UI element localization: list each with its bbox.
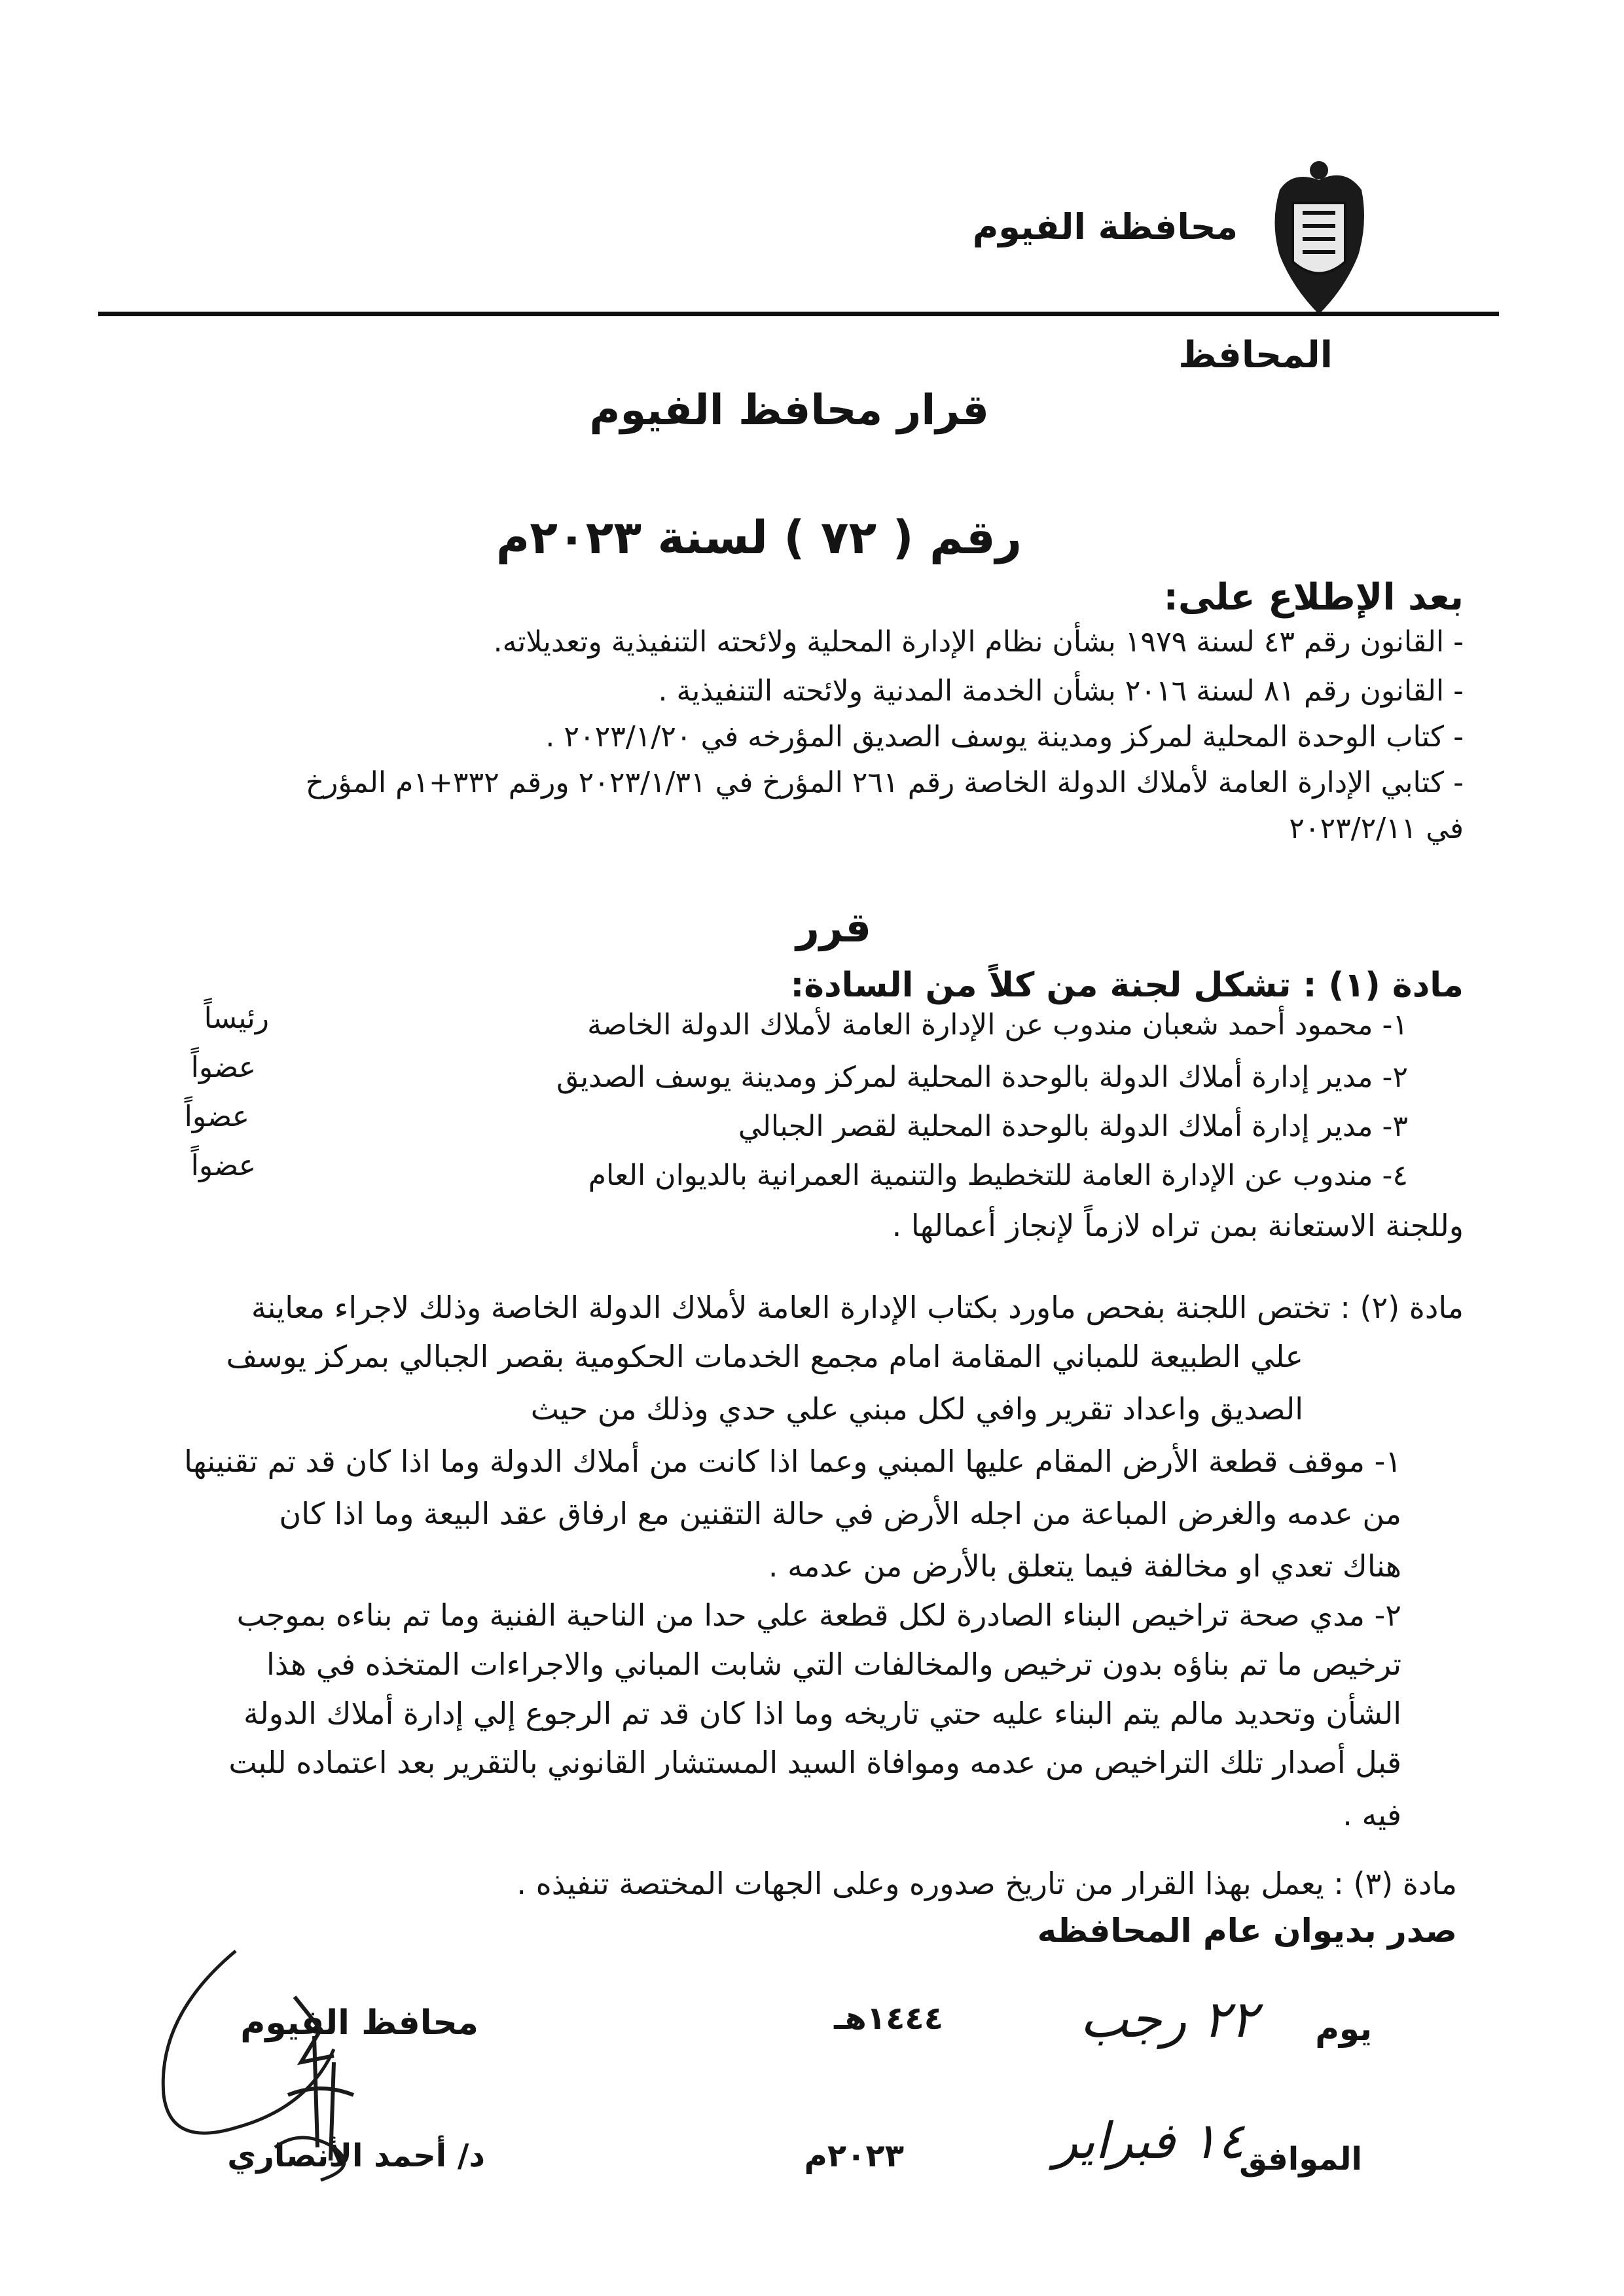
preamble-item-4: - كتابي الإدارة العامة لأملاك الدولة الخاصة رقم ٢٦١ المؤرخ في ٢٠٢٣/١/٣١ ورقم ٣٣٢+١م المؤرخ [305, 766, 1464, 799]
hijri-date-handwritten: ٢٢ رجب [1079, 1990, 1257, 2049]
article-3-text: مادة (٣) : يعمل بهذا القرار من تاريخ صدوره وعلى الجهات المختصة تنفيذه . [516, 1866, 1457, 1901]
header-divider [98, 312, 1499, 316]
article-2-line-2: علي الطبيعة للمباني المقامة امام مجمع الخدمات الحكومية بقصر الجبالي بمركز يوسف [226, 1339, 1303, 1374]
decision-number: رقم ( ٧٢ ) لسنة ٢٠٢٣م [496, 511, 1022, 564]
article-2-line-4: ١- موقف قطعة الأرض المقام عليها المبني وعما اذا كانت من أملاك الدولة وما اذا كان قد تم تقنينها [184, 1444, 1401, 1479]
preamble-item-5: في ٢٠٢٣/٢/١١ [1289, 812, 1464, 845]
office-title: المحافظ [1178, 334, 1333, 376]
gregorian-year: ٢٠٢٣م [804, 2138, 904, 2174]
preamble-item-2: - القانون رقم ٨١ لسنة ٢٠١٦ بشأن الخدمة المدنية ولائحته التنفيذية . [658, 674, 1464, 708]
article-2-line-10: قبل أصدار تلك التراخيص من عدمه وموافاة السيد المستشار القانوني بالتقرير بعد اعتماده للبت [228, 1745, 1401, 1780]
day-label: يوم [1315, 2010, 1372, 2048]
member-4: ٤- مندوب عن الإدارة العامة للتخطيط والتنمية العمرانية بالديوان العام [588, 1159, 1408, 1192]
preamble-heading: بعد الإطلاع على: [1163, 576, 1464, 619]
signer-title: محافظ الفيوم [240, 2003, 478, 2043]
article-1-closing: وللجنة الاستعانة بمن تراه لازماً لإنجاز أعمالها . [892, 1208, 1464, 1243]
member-3-role: عضواً [184, 1100, 249, 1133]
member-3: ٣- مدير إدارة أملاك الدولة بالوحدة المحلية لقصر الجبالي [738, 1110, 1408, 1143]
handwritten-signature-icon [137, 1931, 425, 2219]
preamble-item-1: - القانون رقم ٤٣ لسنة ١٩٧٩ بشأن نظام الإدارة المحلية ولائحته التنفيذية وتعديلاته. [493, 625, 1464, 659]
decides-heading: قرر [796, 903, 871, 951]
article-2-line-7: ٢- مدي صحة تراخيص البناء الصادرة لكل قطعة علي حدا من الناحية الفنية وما تم بناءه بموجب [236, 1597, 1401, 1633]
gregorian-date-handwritten: ١٤ فبراير [1053, 2111, 1244, 2170]
governorate-name: محافظة الفيوم [972, 206, 1238, 247]
article-2-line-3: الصديق واعداد تقرير وافي لكل مبني علي حدي وذلك من حيث [530, 1391, 1303, 1427]
article-2-line-6: هناك تعدي او مخالفة فيما يتعلق بالأرض من عدمه . [768, 1548, 1401, 1584]
member-4-role: عضواً [190, 1149, 256, 1182]
article-2-line-11: فيه . [1343, 1797, 1401, 1832]
falcon-emblem-icon [1254, 151, 1384, 321]
preamble-item-3: - كتاب الوحدة المحلية لمركز ومدينة يوسف الصديق المؤرخه في ٢٠٢٣/١/٢٠ . [545, 720, 1464, 754]
article-2-line-9: الشأن وتحديد مالم يتم البناء عليه حتي تاريخه وما اذا كان قد تم الرجوع إلي إدارة أملاك الدولة [244, 1696, 1401, 1731]
signer-name: د/ أحمد الأنصاري [227, 2138, 485, 2174]
member-1: ١- محمود أحمد شعبان مندوب عن الإدارة العامة لأملاك الدولة الخاصة [587, 1008, 1408, 1042]
article-2-line-1: مادة (٢) : تختص اللجنة بفحص ماورد بكتاب الإدارة العامة لأملاك الدولة الخاصة وذلك لاجراء معاينة [251, 1290, 1464, 1325]
member-2: ٢- مدير إدارة أملاك الدولة بالوحدة المحلية لمركز ومدينة يوسف الصديق [556, 1061, 1408, 1094]
member-2-role: عضواً [190, 1051, 256, 1084]
gregorian-label: الموافق [1239, 2141, 1362, 2178]
decision-title: قرار محافظ الفيوم [589, 386, 989, 435]
article-1-heading: مادة (١) : تشكل لجنة من كلاً من السادة: [790, 966, 1464, 1005]
issued-statement: صدر بديوان عام المحافظه [1037, 1912, 1457, 1950]
article-2-line-8: ترخيص ما تم بناؤه بدون ترخيص والمخالفات التي شابت المباني والاجراءات المتخذه في هذا [266, 1647, 1401, 1682]
article-2-line-5: من عدمه والغرض المباعة من اجله الأرض في حالة التقنين مع ارفاق عقد البيعة وما اذا كان [279, 1496, 1401, 1531]
member-1-role: رئيساً [204, 1002, 269, 1035]
hijri-year: ١٤٤٤هـ [834, 2000, 943, 2037]
